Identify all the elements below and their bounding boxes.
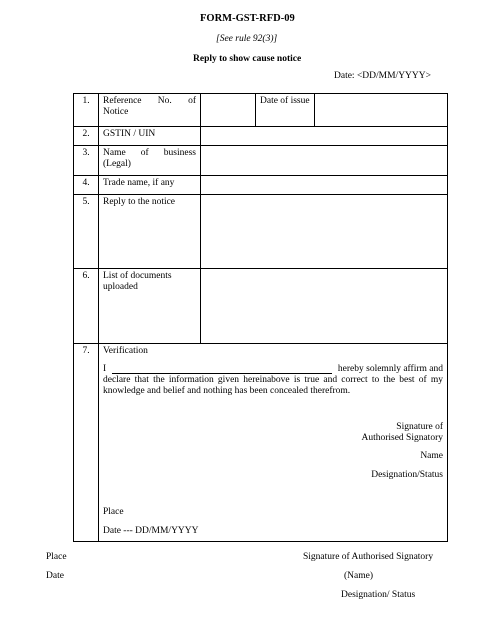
row-label-legal-name <box>99 146 201 176</box>
verification-line2: declare that the information given hereinabove is true and correct to the best of my <box>103 375 443 385</box>
table-row <box>74 127 448 146</box>
label-line: uploaded <box>103 282 138 292</box>
place-label: Place <box>103 507 124 517</box>
verification-affirm: hereby solemnly affirm and <box>337 364 443 374</box>
row-label-reference <box>99 94 201 127</box>
form-subtitle: Reply to show cause notice <box>193 54 302 64</box>
row-label-trade-name: Trade name, if any <box>99 176 201 195</box>
form-table <box>73 93 448 542</box>
row-number: 7. <box>74 344 99 542</box>
row-label-reply: Reply to the notice <box>99 195 201 269</box>
row-label-gstin: GSTIN / UIN <box>99 127 201 146</box>
table-row <box>74 146 448 176</box>
label-word: Name <box>103 148 126 158</box>
row-number: 4. <box>74 176 99 195</box>
label-word: (Legal) <box>103 159 131 169</box>
footer-date: Date <box>46 571 64 581</box>
label-word: No. <box>157 96 172 106</box>
verification-date: Date --- DD/MM/YYYY <box>103 526 199 536</box>
table-row <box>74 176 448 195</box>
row-number: 5. <box>74 195 99 269</box>
documents-field[interactable] <box>201 269 448 344</box>
footer-signature: Signature of Authorised Signatory <box>303 552 434 562</box>
verification-line3: knowledge and belief and nothing has been concealed therefrom. <box>103 386 351 396</box>
row-number: 2. <box>74 127 99 146</box>
verification-i: I <box>103 364 107 374</box>
reply-field[interactable] <box>201 195 448 269</box>
footer-designation: Designation/ Status <box>341 590 416 600</box>
table-row <box>74 344 448 542</box>
rule-reference: [See rule 92(3)] <box>216 34 278 44</box>
label-line: List of documents <box>103 271 172 281</box>
gstin-field[interactable] <box>201 127 448 146</box>
label-word: Reference <box>103 96 142 106</box>
row-number: 6. <box>74 269 99 344</box>
verification-line1 <box>103 364 443 375</box>
name-label: Name <box>420 451 443 461</box>
verification-heading: Verification <box>103 346 148 356</box>
verification-cell <box>99 344 448 542</box>
table-row <box>74 195 448 269</box>
table-row <box>74 94 448 127</box>
row-label-documents <box>99 269 201 344</box>
footer-place: Place <box>46 552 67 562</box>
signature-label: Signature of <box>396 422 443 432</box>
date-of-issue-field[interactable] <box>315 94 448 127</box>
form-title: FORM-GST-RFD-09 <box>200 13 295 24</box>
footer-name: (Name) <box>344 571 374 581</box>
label-word: of <box>140 148 149 158</box>
name-blank-field[interactable] <box>112 364 332 374</box>
header-date: Date: <DD/MM/YYYY> <box>334 71 431 81</box>
legal-name-field[interactable] <box>201 146 448 176</box>
designation-label: Designation/Status <box>371 470 443 480</box>
table-row <box>74 269 448 344</box>
label-word: of <box>188 96 196 106</box>
label-word: business <box>163 148 196 158</box>
authorised-signatory-label: Authorised Signatory <box>361 433 443 443</box>
reference-number-field[interactable] <box>201 94 256 127</box>
row-number: 3. <box>74 146 99 176</box>
label-word: Notice <box>103 107 129 117</box>
trade-name-field[interactable] <box>201 176 448 195</box>
date-of-issue-label: Date of issue <box>256 94 315 127</box>
row-number: 1. <box>74 94 99 127</box>
